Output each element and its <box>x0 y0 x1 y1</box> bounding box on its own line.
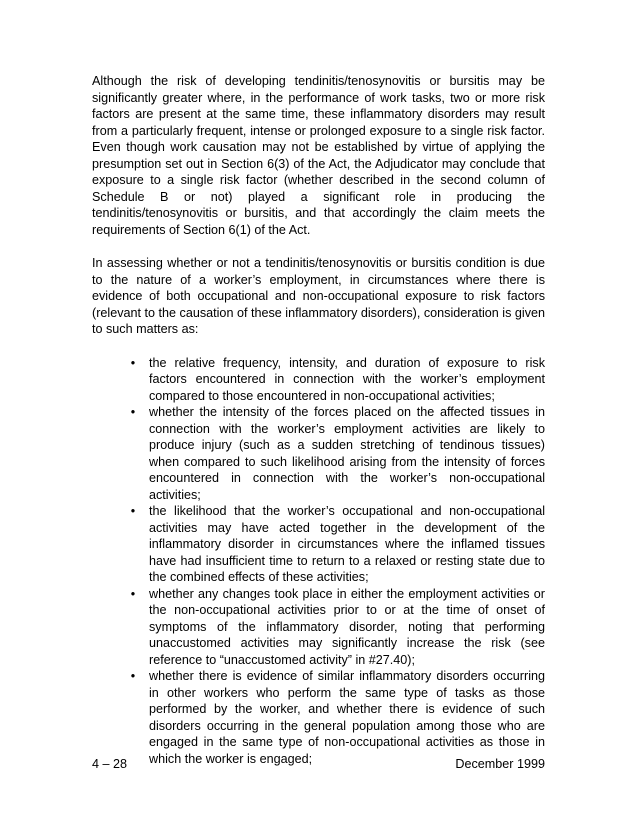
list-item <box>130 355 545 405</box>
footer-date: December 1999 <box>455 757 545 771</box>
list-item <box>130 503 545 586</box>
bullet-icon: • <box>130 586 136 601</box>
page-number: 4 – 28 <box>92 757 128 771</box>
list-item-text: whether any changes took place in either the employment activities or the non-occupational activities prior to or at the time of onset of symptoms of the inflammatory disorder, noting that performing unaccustomed activities may significantly increase the risk (see reference to “unaccustomed activity” in #27.40); <box>149 586 545 667</box>
bullet-icon: • <box>130 405 136 419</box>
list-item-text: whether the intensity of the forces placed on the affected tissues in connection with the worker’s employment activities are likely to produce injury (such as a sudden stretching of tendinous tissues) when compared to such likelihood arising from the intensity of forces encountered in connection with the worker’s non-occupational activities; <box>149 405 545 502</box>
list-item <box>130 404 545 503</box>
considerations-list <box>92 355 545 768</box>
bullet-icon: • <box>130 355 136 370</box>
bullet-icon: • <box>130 504 136 518</box>
list-item-text: whether there is evidence of similar inflammatory disorders occurring in other workers who perform the same type of tasks as those performed by the worker, and whether there is evidence of such disorders occurring in the general population among those who are engaged in the same type of non-occupational activities as those in which the worker is engaged; <box>149 669 545 766</box>
bullet-icon: • <box>130 669 136 683</box>
list-item <box>130 668 545 767</box>
document-body <box>92 73 545 767</box>
list-item-text: the likelihood that the worker’s occupational and non-occupational activities may have acted together in the development of the inflammatory disorder in circumstances where the inflamed tissues have had insufficient time to return to a relaxed or resting state due to the combined effects of these activities; <box>149 504 545 584</box>
list-item <box>130 586 545 669</box>
paragraph-assessment: In assessing whether or not a tendinitis/tenosynovitis or bursitis condition is due to the nature of a worker’s employment, in circumstances where there is evidence of both occupational and non-occupational exposure to risk factors (relevant to the causation of these inflammatory disorders), consideration is given to such matters as: <box>92 256 545 336</box>
list-item-text: the relative frequency, intensity, and duration of exposure to risk factors encountered in connection with the worker’s employment compared to those encountered in non-occupational activities; <box>149 355 545 403</box>
paragraph-risk-factors: Although the risk of developing tendinitis/tenosynovitis or bursitis may be significantly greater where, in the performance of work tasks, two or more risk factors are present at the same time, these inflammatory disorders may result from a particularly frequent, intense or prolonged exposure to a single risk factor. Even though work causation may not be established by virtue of applying the presumption set out in Section 6(3) of the Act, the Adjudicator may conclude that exposure to a single risk factor (whether described in the second column of Schedule B or not) played a significant role in producing the tendinitis/tenosynovitis or bursitis, and that accordingly the claim meets the requirements of Section 6(1) of the Act. <box>92 74 545 237</box>
